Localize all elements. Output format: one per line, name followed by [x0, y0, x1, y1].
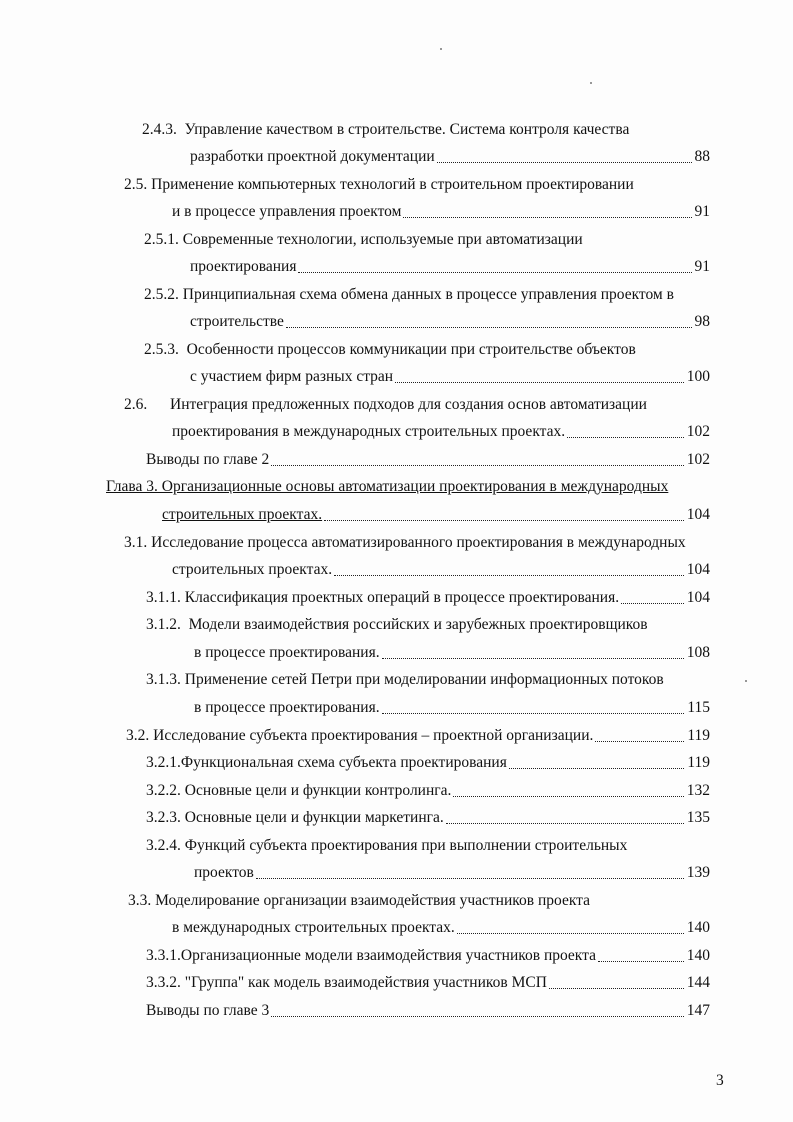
toc-entry: [172, 916, 710, 938]
toc-entry-heading: [144, 228, 583, 250]
toc-entry: [194, 641, 710, 663]
toc-entry: [146, 999, 710, 1021]
toc-entry-heading: [146, 668, 664, 690]
toc-number: 3.3.1.: [146, 947, 181, 964]
dot-leader: [598, 960, 684, 962]
toc-title-cont: в процессе проектирования.: [194, 699, 380, 716]
toc-entry: [190, 310, 710, 332]
toc-entry: [190, 255, 710, 277]
toc-number: 3.3.: [128, 892, 152, 909]
toc-entry: [146, 944, 710, 966]
toc-title: Интеграция предложенных подходов для создания основ автоматизации: [170, 396, 647, 413]
toc-entry: [194, 696, 710, 718]
toc-number: 3.3.2.: [146, 974, 181, 991]
toc-number: 3.2.4.: [146, 837, 181, 854]
dot-leader: [286, 326, 692, 328]
toc-page: 119: [687, 754, 710, 771]
toc-title-cont: с участием фирм разных стран: [190, 368, 394, 385]
toc-page: 104: [686, 589, 710, 606]
toc-page: 100: [686, 368, 710, 385]
toc-entry-heading: [124, 531, 686, 553]
toc-title: Функций субъекта проектирования при выполнении строительных: [184, 837, 628, 854]
toc-title: Управление качеством в строительстве. Система контроля качества: [184, 121, 630, 138]
toc-title-cont: проектов: [194, 864, 254, 881]
toc-entry-heading: [124, 173, 634, 195]
toc-page: 88: [694, 148, 710, 165]
toc-page: 140: [686, 919, 710, 936]
toc-title-cont: проектирования в международных строительных проектах.: [172, 423, 566, 440]
toc-number: 3.1.2.: [146, 616, 181, 633]
dot-leader: [446, 822, 684, 824]
toc-title: Применение компьютерных технологий в строительном проектировании: [151, 176, 634, 193]
page-number: 3: [716, 1072, 724, 1089]
toc-title: Особенности процессов коммуникации при строительстве объектов: [186, 341, 636, 358]
dot-leader: [382, 712, 685, 714]
toc-entry-heading: [142, 118, 629, 140]
dot-leader: [256, 877, 684, 879]
toc-page: 132: [686, 782, 710, 799]
toc-title: Основные цели и функции маркетинга.: [184, 809, 444, 826]
toc-entry-heading: [144, 283, 674, 305]
toc-title: Моделирование организации взаимодействия участников проекта: [155, 892, 590, 909]
dot-leader: [453, 795, 683, 797]
toc-title-cont: строительных проектах.: [162, 506, 323, 523]
toc-entry: [146, 806, 710, 828]
toc-number: 2.5.2.: [144, 286, 179, 303]
toc-number: 3.1.1.: [146, 589, 181, 606]
toc-entry: [146, 751, 710, 773]
toc-entry-heading: [144, 338, 636, 360]
dot-leader: [549, 987, 684, 989]
toc-entry: [146, 971, 710, 993]
toc-page: 115: [687, 699, 710, 716]
toc-page: 119: [687, 727, 710, 744]
toc-page: 98: [694, 313, 710, 330]
toc-number: 2.4.3.: [142, 121, 177, 138]
toc-title: Исследование субъекта проектирования – проектной организации.: [153, 727, 594, 744]
toc-page: 91: [694, 258, 710, 275]
toc-title-cont: разработки проектной документации: [190, 148, 435, 165]
toc-entry-heading: [146, 613, 648, 635]
toc-title-cont: строительстве: [190, 313, 284, 330]
toc-number: 3.2.: [126, 727, 150, 744]
dot-leader: [567, 436, 684, 438]
toc-page: 147: [686, 1002, 710, 1019]
toc-entry: [190, 365, 710, 387]
toc-number: 2.5.: [124, 176, 148, 193]
toc-title: Классификация проектных операций в процессе проектирования.: [184, 589, 620, 606]
dot-leader: [298, 271, 691, 273]
toc-entry: [172, 420, 710, 442]
dot-leader: [437, 161, 692, 163]
toc-entry: [146, 586, 710, 608]
toc-entry-heading: [146, 834, 627, 856]
toc-number: 3.2.2.: [146, 782, 181, 799]
toc-entry-heading: [128, 889, 590, 911]
toc-page: 140: [686, 947, 710, 964]
toc-number: 2.5.1.: [144, 231, 179, 248]
toc-title: Исследование процесса автоматизированного проектирования в международных: [151, 534, 686, 551]
toc-title: Глава 3. Организационные основы автоматизации проектирования в международных: [106, 478, 669, 495]
toc-title: Выводы по главе 3: [146, 1002, 270, 1019]
dot-leader: [382, 657, 684, 659]
toc-title: Модели взаимодействия российских и зарубежных проектировщиков: [188, 616, 648, 633]
toc-title-cont: и в процессе управления проектом: [172, 203, 402, 220]
dot-leader: [395, 381, 684, 383]
toc-page: 144: [686, 974, 710, 991]
dot-leader: [271, 464, 683, 466]
toc-number: 3.1.3.: [146, 671, 181, 688]
toc-entry: [146, 779, 710, 801]
toc-title-cont: в процессе проектирования.: [194, 644, 380, 661]
toc-number: 2.5.3.: [144, 341, 179, 358]
toc-title: Принципиальная схема обмена данных в процессе управления проектом в: [182, 286, 674, 303]
toc-entry: [162, 503, 710, 525]
toc-title: "Группа" как модель взаимодействия участников МСП: [184, 974, 547, 991]
toc-page: 102: [686, 423, 710, 440]
dot-leader: [334, 574, 684, 576]
dot-leader: [403, 216, 691, 218]
toc-entry: [172, 200, 710, 222]
toc-title: Выводы по главе 2: [146, 451, 270, 468]
toc-entry: [126, 724, 710, 746]
toc-title: Организационные модели взаимодействия участников проекта: [180, 947, 596, 964]
toc-entry: [172, 558, 710, 580]
toc-entry: [146, 448, 710, 470]
toc-page: 104: [686, 561, 710, 578]
toc-title: Применение сетей Петри при моделировании информационных потоков: [184, 671, 664, 688]
toc-title: Современные технологии, используемые при автоматизации: [182, 231, 583, 248]
toc-title-cont: проектирования: [190, 258, 297, 275]
dot-leader: [509, 767, 684, 769]
toc-page: 108: [686, 644, 710, 661]
toc-number: 3.2.3.: [146, 809, 181, 826]
dot-leader: [457, 932, 684, 934]
dot-leader: [271, 1015, 683, 1017]
dot-leader: [595, 740, 684, 742]
toc-page: 104: [686, 506, 710, 523]
toc-title-cont: строительных проектах.: [172, 561, 333, 578]
toc-title: Функциональная схема субъекта проектирования: [180, 754, 507, 771]
toc-title-cont: в международных строительных проектах.: [172, 919, 455, 936]
dot-leader: [324, 519, 684, 521]
chapter-heading: [106, 475, 668, 497]
toc-page: 102: [686, 451, 710, 468]
toc-number: 3.1.: [124, 534, 148, 551]
toc-entry-heading: [124, 393, 647, 415]
toc-page: 135: [686, 809, 710, 826]
toc-entry: [190, 145, 710, 167]
toc-number: 3.2.1.: [146, 754, 181, 771]
toc-title: Основные цели и функции контролинга.: [184, 782, 452, 799]
toc-page: 91: [694, 203, 710, 220]
toc-number: 2.6.: [124, 396, 148, 413]
dot-leader: [621, 602, 684, 604]
toc-entry: [194, 861, 710, 883]
toc-page: 139: [686, 864, 710, 881]
